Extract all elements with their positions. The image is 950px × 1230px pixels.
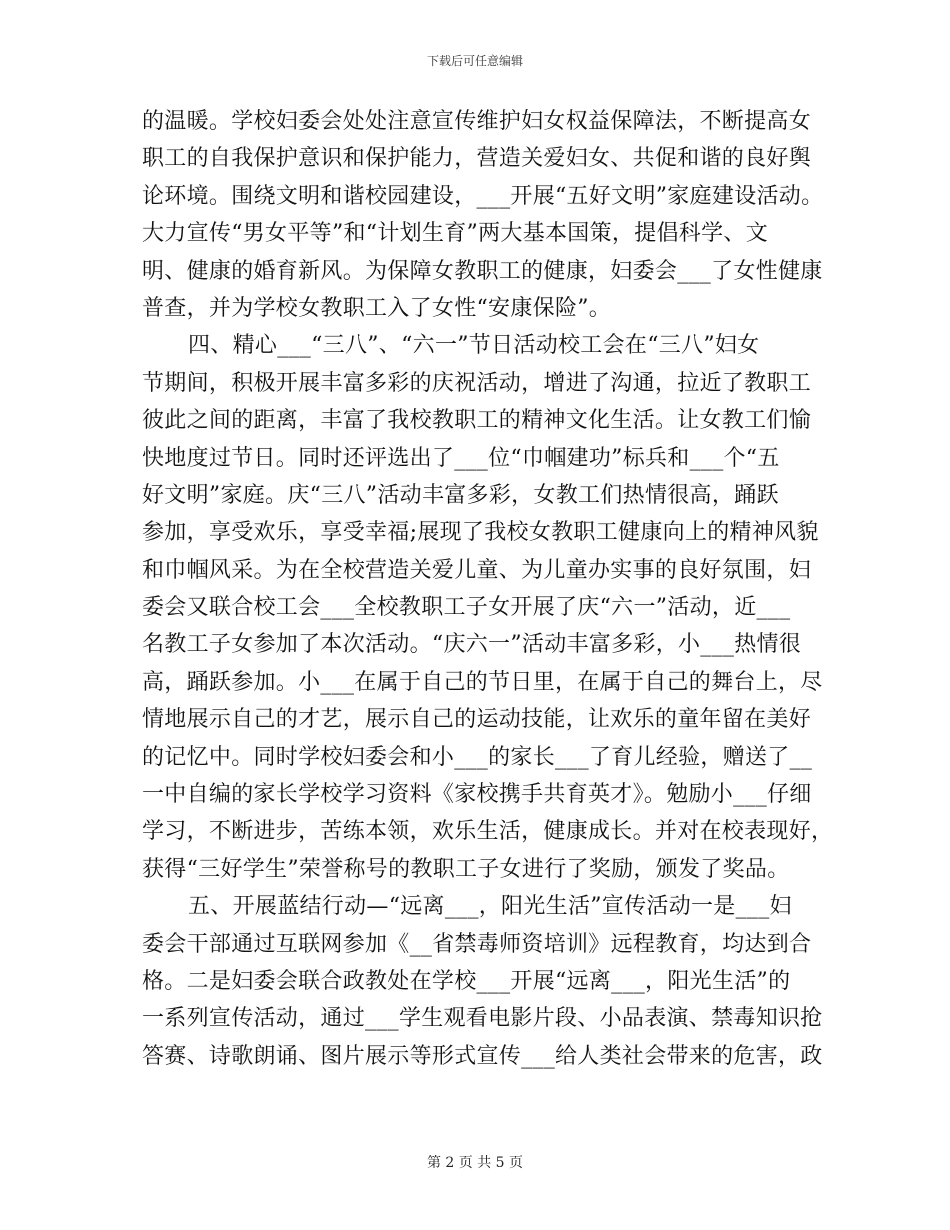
text-line: 大力宣传“男女平等”和“计划生育”两大基本国策，提倡科学、文 xyxy=(142,221,768,247)
text-line: 情地展示自己的才艺，展示自己的运动技能，让欢乐的童年留在美好 xyxy=(142,707,812,733)
text-line: 委会又联合校工会___全校教职工子女开展了庆“六一”活动，近___ xyxy=(142,595,791,621)
text-line: 的温暖。学校妇委会处处注意宣传维护妇女权益保障法，不断提高女 xyxy=(142,109,812,134)
paragraph xyxy=(142,888,822,1075)
text-line: 五、开展蓝结行动—“远离___，阳光生活”宣传活动一是___妇 xyxy=(188,894,792,920)
text-line: 学习，不断进步，苦练本领，欢乐生活，健康成长。并对在校表现好， xyxy=(142,819,834,845)
document-body xyxy=(142,103,834,1075)
paragraph xyxy=(142,103,822,327)
text-line: 普查，并为学校女教职工入了女性“安康保险”。 xyxy=(142,295,612,321)
text-line: 好文明”家庭。庆“三八”活动丰富多彩，女教工们热情很高，踊跃 xyxy=(142,482,779,508)
text-line: 论环境。围绕文明和谐校园建设，___开展“五好文明”家庭建设活动。 xyxy=(142,183,824,209)
page-header: 下载后可任意编辑 xyxy=(426,54,523,68)
text-line: 彼此之间的距离，丰富了我校教职工的精神文化生活。让女教工们愉 xyxy=(142,408,812,434)
text-line: 委会干部通过互联网参加《__省禁毒师资培训》远程教育，均达到合 xyxy=(142,931,812,957)
text-line: 和巾帼风采。为在全校营造关爱儿童、为儿童办实事的良好氛围，妇 xyxy=(142,557,812,583)
text-line: 高，踊跃参加。小___在属于自己的节日里，在属于自己的舞台上，尽 xyxy=(142,669,823,695)
text-line: 格。二是妇委会联合政教处在学校___开展“远离___，阳光生活”的 xyxy=(142,968,791,994)
page-number-footer: 第 2 页 共 5 页 xyxy=(426,1155,524,1171)
text-line: 的记忆中。同时学校妇委会和小___的家长___了育儿经验，赠送了__ xyxy=(142,744,813,770)
paragraph xyxy=(142,327,834,888)
text-line: 明、健康的婚育新风。为保障女教职工的健康，妇委会___了女性健康 xyxy=(142,258,823,284)
text-line: 答赛、诗歌朗诵、图片展示等形式宣传___给人类社会带来的危害，政 xyxy=(142,1043,823,1069)
text-line: 四、精心___“三八”、“六一”节日活动校工会在“三八”妇女 xyxy=(188,333,760,359)
text-line: 获得“三好学生”荣誉称号的教职工子女进行了奖励，颁发了奖品。 xyxy=(142,856,790,882)
text-line: 职工的自我保护意识和保护能力，营造关爱妇女、共促和谐的良好舆 xyxy=(142,146,812,172)
text-line: 节期间，积极开展丰富多彩的庆祝活动，增进了沟通，拉近了教职工 xyxy=(142,370,812,396)
text-line: 一系列宣传活动，通过___学生观看电影片段、小品表演、禁毒知识抢 xyxy=(142,1006,823,1032)
text-line: 快地度过节日。同时还评选出了___位“巾帼建功”标兵和___个“五 xyxy=(142,445,780,471)
text-line: 名教工子女参加了本次活动。“庆六一”活动丰富多彩，小___热情很 xyxy=(142,632,802,658)
text-line: 参加，享受欢乐，享受幸福;展现了我校女教职工健康向上的精神风貌 xyxy=(142,520,819,546)
text-line: 一中自编的家长学校学习资料《家校携手共育英才》。勉励小___仔细 xyxy=(142,782,812,808)
